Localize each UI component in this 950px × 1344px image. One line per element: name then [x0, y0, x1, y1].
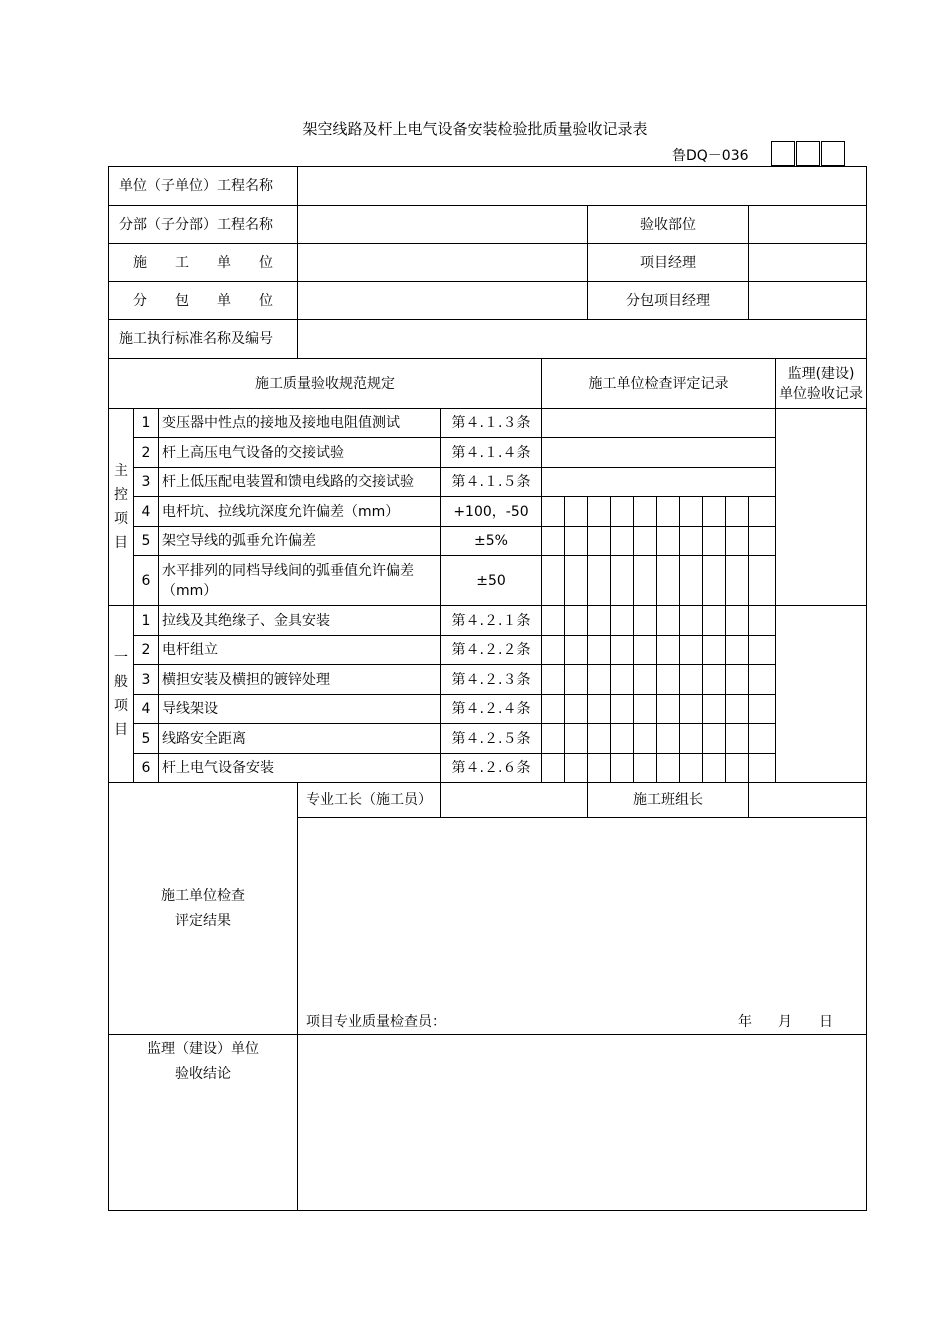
record-cell[interactable]: [542, 695, 565, 724]
main-item-std: ±50: [441, 556, 542, 606]
supervision-header-line1: 监理(建设): [787, 365, 855, 382]
record-cell[interactable]: [542, 754, 565, 783]
general-item-no: 4: [134, 695, 159, 724]
project-manager-label: 项目经理: [588, 244, 749, 282]
main-item-no: 4: [134, 497, 159, 527]
record-cell[interactable]: [611, 665, 634, 695]
conclusion-label: [109, 1035, 298, 1211]
record-cell[interactable]: [657, 665, 680, 695]
record-cell[interactable]: [634, 497, 657, 527]
sub-project-value[interactable]: [298, 206, 588, 244]
record-cell[interactable]: [542, 527, 565, 556]
foreman-label: 专业工长（施工员）: [298, 783, 441, 818]
general-item-name: 杆上电气设备安装: [159, 754, 441, 783]
record-cell[interactable]: [749, 665, 776, 695]
record-cell[interactable]: [657, 754, 680, 783]
record-cell[interactable]: [542, 665, 565, 695]
record-cell[interactable]: [565, 695, 588, 724]
record-cell[interactable]: [703, 724, 726, 754]
record-cell[interactable]: [588, 606, 611, 636]
record-cell[interactable]: [611, 556, 634, 606]
record-cell[interactable]: [611, 754, 634, 783]
record-cell[interactable]: [611, 527, 634, 556]
main-item-name: 电杆坑、拉线坑深度允许偏差（mm）: [159, 497, 441, 527]
record-cell[interactable]: [634, 754, 657, 783]
record-cell[interactable]: [611, 606, 634, 636]
record-cell[interactable]: [726, 665, 749, 695]
subcontract-manager-value[interactable]: [749, 282, 867, 320]
subcontract-manager-label: 分包项目经理: [588, 282, 749, 320]
record-cell[interactable]: [565, 665, 588, 695]
record-cell[interactable]: [680, 754, 703, 783]
record-cell[interactable]: [657, 497, 680, 527]
record-cell[interactable]: [588, 695, 611, 724]
record-cell[interactable]: [565, 527, 588, 556]
record-cell[interactable]: [657, 606, 680, 636]
general-item-name: 导线架设: [159, 695, 441, 724]
main-item-no: 3: [134, 468, 159, 497]
record-cell[interactable]: [634, 665, 657, 695]
record-cell[interactable]: [588, 527, 611, 556]
main-item-name: 杆上高压电气设备的交接试验: [159, 438, 441, 468]
record-cell[interactable]: [703, 556, 726, 606]
code-box-1[interactable]: [771, 141, 795, 166]
main-item-name: 杆上低压配电装置和馈电线路的交接试验: [159, 468, 441, 497]
inspection-form: [108, 166, 867, 1211]
year-label: 年: [738, 1014, 752, 1030]
record-cell[interactable]: [680, 527, 703, 556]
record-cell[interactable]: [657, 556, 680, 606]
record-cell[interactable]: [726, 636, 749, 665]
conclusion-value[interactable]: [298, 1035, 867, 1211]
general-item-std: 第４.２.１条: [441, 606, 542, 636]
standard-label: 施工执行标准名称及编号: [109, 320, 298, 359]
record-cell[interactable]: [703, 695, 726, 724]
record-cell[interactable]: [634, 606, 657, 636]
record-cell[interactable]: [703, 665, 726, 695]
acceptance-part-label: 验收部位: [588, 206, 749, 244]
main-item-no: 5: [134, 527, 159, 556]
unit-project-label: 单位（子单位）工程名称: [109, 167, 298, 206]
general-item-std: 第４.２.３条: [441, 665, 542, 695]
main-item-std: 第４.１.３条: [441, 409, 542, 438]
record-cell[interactable]: [726, 556, 749, 606]
day-label: 日: [819, 1014, 833, 1030]
project-manager-value[interactable]: [749, 244, 867, 282]
main-item-no: 6: [134, 556, 159, 606]
record-cell[interactable]: [680, 724, 703, 754]
construction-unit-label: 施 工 单 位: [109, 244, 298, 282]
sub-project-label: 分部（子分部）工程名称: [109, 206, 298, 244]
record-cell[interactable]: [542, 497, 565, 527]
record-cell[interactable]: [565, 497, 588, 527]
record-cell[interactable]: [680, 636, 703, 665]
record-cell[interactable]: [634, 636, 657, 665]
main-item-name: 变压器中性点的接地及接地电阻值测试: [159, 409, 441, 438]
record-cell[interactable]: [588, 636, 611, 665]
general-item-std: 第４.２.２条: [441, 636, 542, 665]
record-cell[interactable]: [657, 636, 680, 665]
general-item-name: 线路安全距离: [159, 724, 441, 754]
record-cell[interactable]: [726, 724, 749, 754]
record-cell[interactable]: [634, 724, 657, 754]
main-item-std: 第４.１.４条: [441, 438, 542, 468]
general-item-std: 第４.２.５条: [441, 724, 542, 754]
general-item-no: 6: [134, 754, 159, 783]
record-cell[interactable]: [726, 754, 749, 783]
result-label-line1: 施工单位检查: [161, 888, 245, 904]
record-cell[interactable]: [657, 724, 680, 754]
record-cell[interactable]: [703, 497, 726, 527]
record-cell[interactable]: [703, 527, 726, 556]
record-cell[interactable]: [565, 724, 588, 754]
subcontract-unit-label: 分 包 单 位: [109, 282, 298, 320]
code-box-2[interactable]: [796, 141, 820, 166]
record-cell[interactable]: [588, 497, 611, 527]
record-cell[interactable]: [542, 636, 565, 665]
supervision-header-line2: 单位验收记录: [779, 385, 864, 402]
main-item-no: 1: [134, 409, 159, 438]
record-cell[interactable]: [680, 695, 703, 724]
team-leader-value[interactable]: [749, 783, 867, 818]
form-code: 鲁DQ－036: [672, 148, 749, 164]
main-item-record[interactable]: [542, 438, 776, 468]
general-item-no: 5: [134, 724, 159, 754]
main-items-label: 主 控 项 目: [109, 409, 134, 606]
record-cell[interactable]: [749, 497, 776, 527]
main-item-std: ±5%: [441, 527, 542, 556]
construction-unit-value[interactable]: [298, 244, 588, 282]
main-item-no: 2: [134, 438, 159, 468]
record-cell[interactable]: [542, 606, 565, 636]
record-cell[interactable]: [749, 754, 776, 783]
foreman-value[interactable]: [441, 783, 588, 818]
general-item-name: 电杆组立: [159, 636, 441, 665]
record-cell[interactable]: [680, 556, 703, 606]
general-item-name: 横担安装及横担的镀锌处理: [159, 665, 441, 695]
record-cell[interactable]: [703, 606, 726, 636]
main-item-name: 水平排列的同档导线间的弧垂值允许偏差（mm）: [159, 556, 441, 606]
main-item-std: +100，-50: [441, 497, 542, 527]
record-cell[interactable]: [611, 636, 634, 665]
record-cell[interactable]: [749, 527, 776, 556]
record-cell[interactable]: [634, 556, 657, 606]
unit-project-value[interactable]: [298, 167, 867, 206]
record-cell[interactable]: [542, 724, 565, 754]
record-cell[interactable]: [588, 556, 611, 606]
record-cell[interactable]: [703, 636, 726, 665]
record-cell[interactable]: [749, 556, 776, 606]
record-cell[interactable]: [611, 724, 634, 754]
record-cell[interactable]: [726, 527, 749, 556]
main-item-name: 架空导线的弧垂允许偏差: [159, 527, 441, 556]
subcontract-unit-value[interactable]: [298, 282, 588, 320]
record-cell[interactable]: [565, 754, 588, 783]
record-cell[interactable]: [680, 497, 703, 527]
page-title: 架空线路及杆上电气设备安装检验批质量验收记录表: [302, 120, 648, 138]
result-label: [109, 783, 298, 1035]
code-box-3[interactable]: [821, 141, 845, 166]
inspector-label: 项目专业质量检查员：: [306, 1014, 446, 1030]
record-cell[interactable]: [680, 665, 703, 695]
result-label-line2: 评定结果: [175, 913, 231, 929]
general-item-no: 2: [134, 636, 159, 665]
record-cell[interactable]: [749, 636, 776, 665]
record-cell[interactable]: [726, 606, 749, 636]
conclusion-label-line2: 验收结论: [175, 1066, 231, 1082]
team-leader-label: 施工班组长: [588, 783, 749, 818]
general-items-label: 一 般 项 目: [109, 606, 134, 783]
general-items-supervision[interactable]: [776, 606, 867, 783]
record-cell[interactable]: [588, 754, 611, 783]
month-label: 月: [778, 1014, 792, 1030]
record-cell[interactable]: [726, 497, 749, 527]
record-cell[interactable]: [588, 724, 611, 754]
acceptance-part-value[interactable]: [749, 206, 867, 244]
general-item-no: 1: [134, 606, 159, 636]
record-cell[interactable]: [634, 695, 657, 724]
conclusion-label-line1: 监理（建设）单位: [147, 1041, 259, 1057]
general-item-name: 拉线及其绝缘子、金具安装: [159, 606, 441, 636]
spec-column-header: 施工质量验收规范规定: [109, 359, 542, 409]
record-cell[interactable]: [657, 695, 680, 724]
record-cell[interactable]: [657, 527, 680, 556]
record-cell[interactable]: [611, 695, 634, 724]
result-signature-area[interactable]: [298, 818, 867, 1035]
record-cell[interactable]: [703, 754, 726, 783]
supervision-column-header: [776, 359, 867, 409]
standard-value[interactable]: [298, 320, 867, 359]
main-item-record[interactable]: [542, 409, 776, 438]
record-cell[interactable]: [726, 695, 749, 724]
record-cell[interactable]: [565, 636, 588, 665]
record-cell[interactable]: [749, 724, 776, 754]
record-cell[interactable]: [588, 665, 611, 695]
record-cell[interactable]: [542, 556, 565, 606]
general-item-no: 3: [134, 665, 159, 695]
main-item-std: 第４.１.５条: [441, 468, 542, 497]
record-cell[interactable]: [611, 497, 634, 527]
record-cell[interactable]: [749, 606, 776, 636]
general-item-std: 第４.２.６条: [441, 754, 542, 783]
record-cell[interactable]: [749, 695, 776, 724]
record-cell[interactable]: [565, 606, 588, 636]
main-items-supervision[interactable]: [776, 409, 867, 606]
record-cell[interactable]: [680, 606, 703, 636]
main-item-record[interactable]: [542, 468, 776, 497]
inspection-column-header: 施工单位检查评定记录: [542, 359, 776, 409]
record-cell[interactable]: [565, 556, 588, 606]
general-item-std: 第４.２.４条: [441, 695, 542, 724]
record-cell[interactable]: [634, 527, 657, 556]
